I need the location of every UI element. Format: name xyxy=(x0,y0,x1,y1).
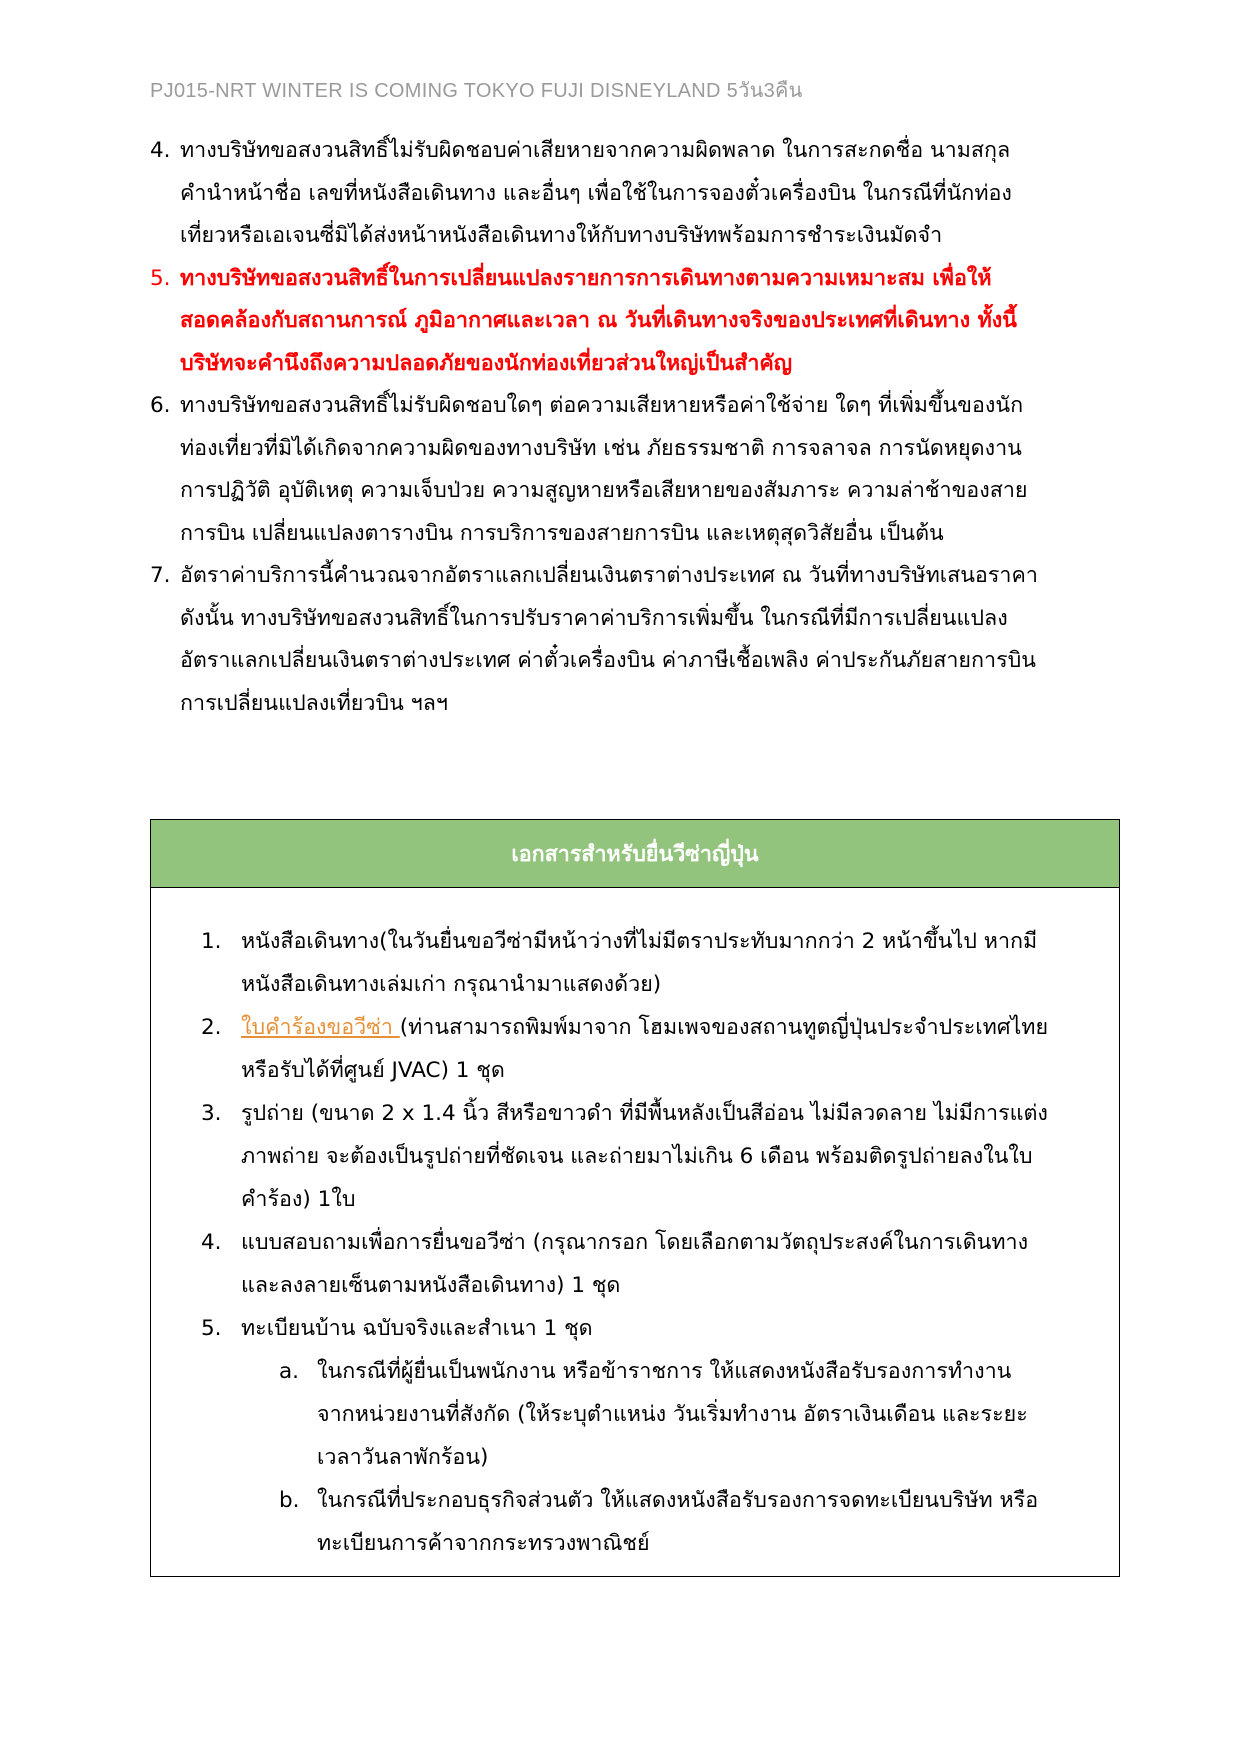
visa-item xyxy=(201,1307,1081,1565)
text-line: อัตราค่าบริการนี้คำนวณจากอัตราแลกเปลี่ยนเงินตราต่างประเทศ ณ วันที่ทางบริษัทเสนอราคา xyxy=(180,563,1038,588)
text-line: การปฏิวัติ อุบัติเหตุ ความเจ็บป่วย ความสูญหายหรือเสียหายของสัมภาระ ความล่าช้าของสาย xyxy=(180,478,1028,503)
visa-item xyxy=(201,1221,1081,1307)
condition-item xyxy=(150,555,1130,725)
item-number: 5. xyxy=(150,265,171,291)
text-line: (ท่านสามารถพิมพ์มาจาก โฮมเพจของสถานทูตญี่ปุ่นประจำประเทศไทย xyxy=(399,1015,1049,1040)
text-line: อัตราแลกเปลี่ยนเงินตราต่างประเทศ ค่าตั๋วเครื่องบิน ค่าภาษีเชื้อเพลิง ค่าประกันภัยสายการบิน xyxy=(180,648,1036,673)
condition-item-highlighted xyxy=(150,258,1130,386)
visa-item xyxy=(201,1006,1081,1092)
text-line: ในกรณีที่ผู้ยื่นเป็นพนักงาน หรือข้าราชการ ให้แสดงหนังสือรับรองการทำงาน xyxy=(317,1359,1012,1384)
item-number: 4. xyxy=(150,138,171,163)
visa-item xyxy=(201,1092,1081,1221)
text-line: จากหน่วยงานที่สังกัด (ให้ระบุตำแหน่ง วันเริ่มทำงาน อัตราเงินเดือน และระยะ xyxy=(317,1402,1028,1427)
item-number: 6. xyxy=(150,393,171,418)
visa-sub-item xyxy=(279,1350,1081,1479)
text-line: ทางบริษัทขอสงวนสิทธิ์ไม่รับผิดชอบใดๆ ต่อความเสียหายหรือค่าใช้จ่าย ใดๆ ที่เพิ่มขึ้นของนัก xyxy=(180,393,1024,418)
condition-item xyxy=(150,385,1130,555)
text-line: ท่องเที่ยวที่มิได้เกิดจากความผิดของทางบริษัท เช่น ภัยธรรมชาติ การจลาจล การนัดหยุดงาน xyxy=(180,435,1022,461)
page-header: PJ015-NRT WINTER IS COMING TOKYO FUJI DISNEYLAND 5วัน3คืน xyxy=(150,80,803,102)
item-number: 3. xyxy=(201,1101,222,1126)
condition-item xyxy=(150,130,1130,258)
item-number: 1. xyxy=(201,929,222,954)
text-line: เวลาวันลาพักร้อน) xyxy=(317,1445,489,1470)
visa-documents-title: เอกสารสำหรับยื่นวีซ่าญี่ปุ่น xyxy=(151,820,1119,888)
text-line: ทางบริษัทขอสงวนสิทธิ์ในการเปลี่ยนแปลงรายการการเดินทางตามความเหมาะสม เพื่อให้ xyxy=(180,265,992,291)
item-number: 7. xyxy=(150,563,171,588)
visa-item xyxy=(201,920,1081,1006)
text-line: แบบสอบถามเพื่อการยื่นขอวีซ่า (กรุณากรอก โดยเลือกตามวัตถุประสงค์ในการเดินทาง xyxy=(241,1230,1029,1255)
text-line: ทางบริษัทขอสงวนสิทธิ์ไม่รับผิดชอบค่าเสียหายจากความผิดพลาด ในการสะกดชื่อ นามสกุล xyxy=(180,138,1011,163)
sub-item-letter: a. xyxy=(279,1359,300,1384)
text-line: สอดคล้องกับสถานการณ์ ภูมิอากาศและเวลา ณ วันที่เดินทางจริงของประเทศที่เดินทาง ทั้งนี้ xyxy=(180,308,1017,333)
text-line: รูปถ่าย (ขนาด 2 x 1.4 นิ้ว สีหรือขาวดำ ที่มีพื้นหลังเป็นสีอ่อน ไม่มีลวดลาย ไม่มีการแต่ง xyxy=(241,1101,1048,1126)
text-line: ทะเบียนการค้าจากกระทรวงพาณิชย์ xyxy=(317,1531,650,1556)
text-line: ทะเบียนบ้าน ฉบับจริงและสำเนา 1 ชุด xyxy=(241,1316,593,1341)
item-number: 2. xyxy=(201,1015,222,1040)
visa-sub-list xyxy=(241,1350,1081,1565)
visa-documents-box xyxy=(150,819,1120,1577)
text-line: ดังนั้น ทางบริษัทขอสงวนสิทธิ์ในการปรับราคาค่าบริการเพิ่มขึ้น ในกรณีที่มีการเปลี่ยนแปลง xyxy=(180,605,1008,631)
visa-sub-item xyxy=(279,1479,1081,1565)
text-line: คำนำหน้าชื่อ เลขที่หนังสือเดินทาง และอื่นๆ เพื่อใช้ในการจองตั๋วเครื่องบิน ในกรณีที่นักท่อง xyxy=(180,180,1012,206)
conditions-list xyxy=(150,130,1130,725)
text-line: การบิน เปลี่ยนแปลงตารางบิน การบริการของสายการบิน และเหตุสุดวิสัยอื่น เป็นต้น xyxy=(180,520,944,546)
text-line: ในกรณีที่ประกอบธุรกิจส่วนตัว ให้แสดงหนังสือรับรองการจดทะเบียนบริษัท หรือ xyxy=(317,1488,1039,1513)
text-line: ภาพถ่าย จะต้องเป็นรูปถ่ายที่ชัดเจน และถ่ายมาไม่เกิน 6 เดือน พร้อมติดรูปถ่ายลงในใบ xyxy=(241,1144,1033,1169)
item-number: 5. xyxy=(201,1316,222,1341)
visa-documents-list xyxy=(201,920,1081,1565)
visa-application-form-link[interactable]: ใบคำร้องขอวีซ่า xyxy=(241,1015,400,1040)
text-line: เที่ยวหรือเอเจนซี่มิได้ส่งหน้าหนังสือเดินทางให้กับทางบริษัทพร้อมการชำระเงินมัดจำ xyxy=(180,223,943,248)
text-line: การเปลี่ยนแปลงเที่ยวบิน ฯลฯ xyxy=(180,690,448,716)
text-line: คำร้อง) 1ใบ xyxy=(241,1187,356,1212)
text-line: หนังสือเดินทาง(ในวันยื่นขอวีซ่ามีหน้าว่างที่ไม่มีตราประทับมากกว่า 2 หน้าขึ้นไป หากมี xyxy=(241,929,1038,954)
sub-item-letter: b. xyxy=(279,1488,300,1513)
text-line: และลงลายเซ็นตามหนังสือเดินทาง) 1 ชุด xyxy=(241,1273,621,1298)
text-line: บริษัทจะคำนึงถึงความปลอดภัยของนักท่องเที่ยวส่วนใหญ่เป็นสำคัญ xyxy=(180,350,793,376)
text-line: หนังสือเดินทางเล่มเก่า กรุณานำมาแสดงด้วย) xyxy=(241,972,662,997)
item-number: 4. xyxy=(201,1230,222,1255)
text-line: หรือรับได้ที่ศูนย์ JVAC) 1 ชุด xyxy=(241,1058,505,1083)
